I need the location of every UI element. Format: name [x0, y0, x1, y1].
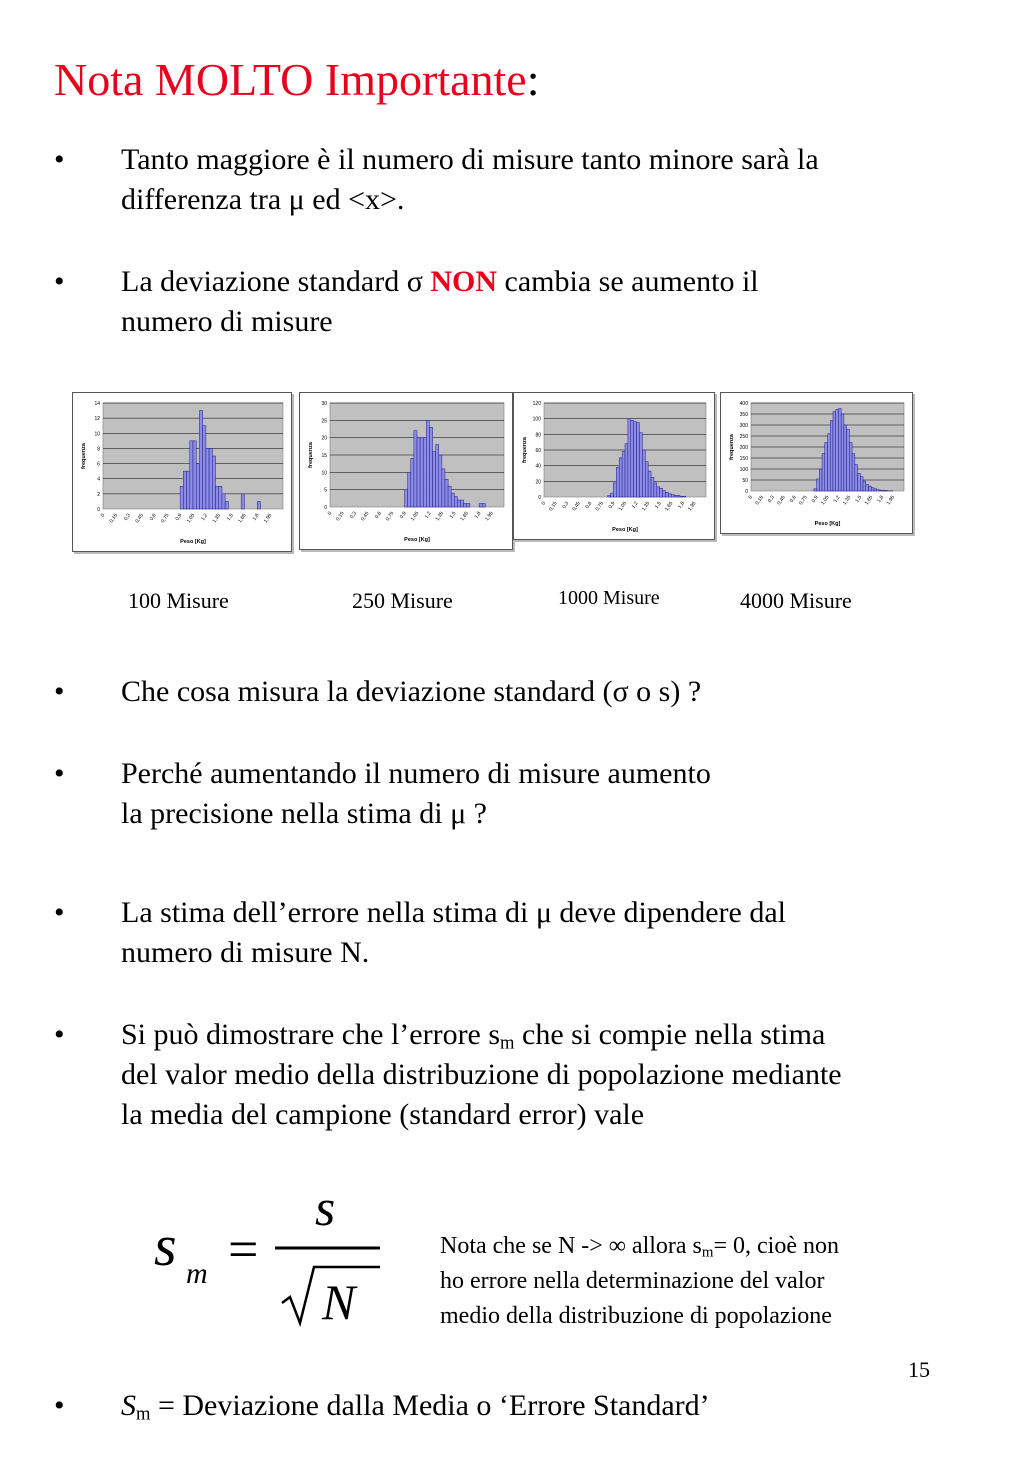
histogram-bar: [426, 420, 429, 507]
y-axis-label: frequenza: [81, 443, 87, 469]
histogram-bar: [616, 467, 619, 497]
histogram-bar: [225, 501, 228, 509]
x-tick-label: 1,35: [841, 494, 853, 507]
x-tick-label: 0,75: [160, 512, 171, 525]
y-tick-label: 14: [94, 401, 100, 407]
x-tick-label: 0,3: [349, 510, 359, 520]
x-tick-label: 1,8: [677, 500, 686, 510]
x-tick-label: 0,15: [108, 512, 120, 525]
bullet-6-line-3: la media del campione (standard error) vale: [121, 1098, 645, 1131]
histogram-bar: [852, 454, 855, 491]
slide-title: Nota MOLTO Importante:: [54, 54, 540, 105]
y-tick-label: 200: [739, 445, 748, 451]
histogram-bar: [817, 479, 820, 491]
x-tick-label: 1,65: [237, 512, 248, 525]
bullet-6-line-1: [121, 1015, 825, 1055]
x-tick-label: 0,9: [810, 494, 820, 504]
x-tick-label: 1,2: [630, 500, 640, 510]
x-tick-label: 0,15: [335, 510, 346, 523]
x-tick-label: 1,8: [876, 494, 886, 504]
histogram-bar: [414, 431, 417, 507]
y-tick-label: 400: [739, 401, 748, 407]
bullet-4-line-2: la precisione nella stima di μ ?: [121, 797, 487, 830]
bullet-marker: •: [54, 143, 65, 176]
histogram-bar: [203, 426, 206, 509]
histogram-bar: [219, 486, 222, 509]
histogram-bar: [671, 495, 674, 497]
y-tick-label: 250: [739, 434, 748, 440]
x-tick-label: 0,75: [798, 494, 809, 507]
histogram-bar: [454, 497, 457, 507]
y-tick-label: 150: [739, 456, 748, 462]
x-tick-label: 0: [540, 500, 548, 507]
x-tick-label: 0,45: [134, 512, 145, 525]
y-axis-label: frequenza: [522, 437, 528, 463]
y-tick-label: 12: [94, 416, 100, 423]
histogram-bar: [680, 496, 683, 497]
histogram-250-misure: [299, 392, 513, 550]
histogram-bar: [405, 490, 408, 507]
x-tick-label: 0,6: [374, 510, 383, 520]
x-tick-label: 1,95: [687, 500, 698, 513]
histogram-bar: [608, 495, 611, 497]
formula-numerator: s: [315, 1185, 336, 1237]
page-number: 15: [908, 1357, 930, 1382]
y-tick-label: 40: [535, 463, 541, 470]
y-tick-label: 20: [321, 435, 327, 442]
x-tick-label: 0,75: [594, 500, 605, 513]
x-tick-label: 0,45: [571, 500, 582, 513]
histogram-bar: [877, 490, 880, 491]
x-axis-label: Peso [Kg]: [404, 537, 430, 543]
x-tick-label: 1,35: [640, 500, 652, 513]
histogram-bar: [199, 411, 202, 509]
histogram-bar: [639, 433, 642, 497]
x-tick-label: 1,8: [473, 510, 483, 520]
bullet-marker: •: [54, 1389, 65, 1422]
bullet-2-emphasis: NON: [430, 265, 498, 298]
formula-equals: =: [228, 1219, 259, 1279]
y-tick-label: 80: [535, 432, 541, 439]
y-tick-label: 30: [321, 401, 327, 407]
x-tick-label: 1,95: [262, 512, 274, 525]
x-tick-label: 1,95: [885, 494, 897, 507]
histogram-bar: [654, 483, 657, 497]
histogram-bar: [844, 425, 847, 491]
histogram-bar: [183, 471, 186, 509]
histogram-bar: [648, 471, 651, 497]
x-tick-label: 0,9: [174, 512, 184, 522]
y-axis-label: frequenza: [729, 434, 735, 460]
histogram-bar: [674, 495, 677, 497]
bullet-6-subscript: m: [500, 1032, 515, 1054]
histogram-bar: [855, 465, 858, 491]
histogram-100-misure: [72, 392, 292, 552]
bullet-4-line-1: Perché aumentando il numero di misure aumento: [121, 757, 711, 790]
x-tick-label: 1,05: [820, 494, 831, 507]
histogram-bar: [611, 493, 614, 497]
x-tick-label: 1,05: [185, 512, 197, 525]
histogram-bar: [193, 441, 196, 509]
x-tick-label: 1,65: [863, 494, 875, 507]
bullet-marker: •: [54, 896, 65, 929]
caption-100-misure: 100 Misure: [128, 588, 229, 613]
histogram-bar: [222, 494, 225, 509]
histogram-bar: [625, 444, 628, 497]
histogram-bar: [828, 434, 831, 491]
x-tick-label: 1,05: [409, 510, 421, 523]
histogram-bar: [622, 452, 625, 497]
bullet-2-line-2: numero di misure: [121, 305, 333, 338]
histogram-bar: [822, 454, 825, 491]
histogram-bar: [849, 443, 852, 491]
x-tick-label: 1,2: [200, 512, 210, 522]
histogram-bar: [838, 409, 841, 492]
x-axis-label: Peso [Kg]: [814, 521, 841, 527]
bullet-1-line-1: Tanto maggiore è il numero di misure tanto minore sarà la: [121, 143, 819, 176]
histogram-bar: [464, 504, 467, 507]
bullet-2-line-1: [121, 262, 759, 302]
note-line-1: [440, 1229, 839, 1264]
histogram-bar: [461, 500, 464, 507]
x-tick-label: 1,35: [434, 510, 446, 523]
histogram-bar: [196, 464, 199, 509]
bullet-7-text: = Deviazione dalla Media o ‘Errore Standard’: [150, 1389, 710, 1422]
x-tick-label: 0,3: [123, 512, 132, 522]
y-axis-label: frequenza: [308, 442, 314, 468]
histogram-bar: [847, 429, 850, 491]
y-tick-label: 0: [324, 505, 327, 511]
histogram-bar: [868, 486, 871, 491]
histogram-bar: [631, 420, 634, 497]
histogram-bar: [668, 494, 671, 497]
x-tick-label: 0,3: [766, 494, 776, 504]
x-tick-label: 1,65: [663, 500, 675, 513]
bullet-2-text-pre: La deviazione standard σ: [121, 265, 431, 298]
histogram-bar: [257, 501, 260, 509]
x-tick-label: 1,5: [653, 500, 663, 510]
y-tick-label: 0: [538, 495, 541, 501]
x-tick-label: 0,15: [754, 494, 765, 507]
x-tick-label: 1,5: [448, 510, 458, 520]
histogram-bar: [666, 492, 669, 497]
x-tick-label: 0,6: [148, 512, 158, 522]
y-tick-label: 100: [739, 467, 748, 473]
bullet-6-text-pre: Si può dimostrare che l’errore s: [121, 1018, 501, 1051]
histogram-bar: [830, 421, 833, 491]
x-tick-label: 0,6: [584, 500, 594, 510]
y-tick-label: 5: [324, 487, 327, 494]
histogram-bar: [190, 441, 193, 509]
y-tick-label: 0: [745, 489, 748, 495]
note-line-1-pre: Nota che se N -> ∞ allora s: [440, 1233, 702, 1259]
histogram-bar: [657, 487, 660, 497]
x-tick-label: 1,5: [854, 494, 864, 504]
histogram-bar: [212, 456, 215, 509]
formula-denominator: N: [322, 1274, 356, 1330]
histogram-bar: [613, 483, 616, 497]
y-tick-label: 20: [535, 479, 541, 486]
x-tick-label: 1,8: [251, 512, 261, 522]
bullet-5-line-1: La stima dell’errore nella stima di μ deve dipendere dal: [121, 896, 786, 929]
x-tick-label: 1,2: [832, 494, 842, 504]
histogram-bar: [819, 469, 822, 491]
histogram-bar: [206, 448, 209, 509]
histogram-bar: [860, 477, 863, 491]
histogram-bar: [651, 477, 654, 497]
histogram-bar: [433, 452, 436, 507]
histogram-bar: [882, 490, 885, 491]
histogram-bar: [411, 458, 414, 507]
y-tick-label: 350: [739, 412, 748, 418]
x-tick-label: 0: [747, 494, 755, 501]
histogram-bar: [825, 443, 828, 491]
y-tick-label: 8: [97, 446, 100, 453]
histogram-bar: [858, 473, 861, 491]
note-subscript: m: [701, 1244, 714, 1261]
x-tick-label: 1,05: [617, 500, 629, 513]
note-line-2: ho errore nella determinazione del valor: [440, 1268, 825, 1294]
standard-error-formula: [150, 1185, 400, 1345]
histogram-bar: [482, 504, 485, 507]
histogram-bar: [423, 438, 426, 507]
histogram-bar: [216, 486, 219, 509]
histogram-bar: [628, 419, 631, 497]
x-tick-label: 0,45: [776, 494, 787, 507]
bullet-2-text-post: cambia se aumento il: [497, 265, 759, 298]
bullet-1-line-2: differenza tra μ ed <x>.: [121, 183, 405, 216]
bullet-7-line-1: [121, 1386, 710, 1426]
histogram-bar: [417, 438, 420, 507]
formula-lhs: s: [154, 1213, 177, 1278]
histogram-1000-misure: [513, 392, 715, 540]
note-line-1-post: = 0, cioè non: [713, 1233, 839, 1259]
y-tick-label: 10: [94, 431, 100, 438]
x-axis-label: Peso [Kg]: [180, 539, 206, 545]
note-line-3: medio della distribuzione di popolazione: [440, 1303, 832, 1329]
histogram-bar: [814, 489, 817, 491]
y-tick-label: 100: [532, 416, 541, 423]
y-tick-label: 4: [97, 476, 100, 483]
histogram-bar: [863, 481, 866, 491]
histogram-bar: [634, 422, 637, 497]
histogram-bar: [408, 472, 411, 507]
y-tick-label: 25: [321, 418, 327, 425]
bullet-marker: •: [54, 675, 65, 708]
caption-250-misure: 250 Misure: [352, 588, 453, 613]
note-text: [440, 1229, 839, 1334]
histogram-bar: [180, 486, 183, 509]
bullet-3-line-1: Che cosa misura la deviazione standard (σ o s) ?: [121, 675, 702, 708]
histogram-bar: [836, 410, 839, 491]
y-tick-label: 10: [321, 470, 327, 477]
x-tick-label: 1,95: [484, 510, 495, 523]
bullet-5-line-2: numero di misure N.: [121, 936, 370, 969]
histogram-bar: [439, 455, 442, 507]
histogram-bar: [677, 495, 680, 497]
bullet-6-text-post: che si compie nella stima: [514, 1018, 826, 1051]
histogram-bar: [833, 412, 836, 491]
histogram-bar: [619, 458, 622, 497]
histogram-bar: [645, 462, 648, 497]
bullet-marker: •: [54, 757, 65, 790]
histogram-bar: [866, 484, 869, 491]
x-axis-label: Peso [Kg]: [612, 527, 638, 533]
x-tick-label: 0,45: [359, 510, 371, 523]
histogram-bar: [187, 471, 190, 509]
y-tick-label: 2: [97, 491, 100, 498]
histogram-bar: [642, 450, 645, 497]
histogram-bar: [683, 496, 686, 497]
y-tick-label: 50: [742, 478, 748, 484]
x-tick-label: 1,2: [423, 510, 433, 520]
x-tick-label: 1,35: [211, 512, 222, 525]
x-tick-label: 1,5: [225, 512, 235, 522]
histogram-bar: [457, 500, 460, 507]
histogram-bar: [841, 414, 844, 491]
x-tick-label: 0,9: [607, 500, 617, 510]
histogram-bar: [451, 493, 454, 507]
histogram-bar: [871, 488, 874, 491]
x-tick-label: 0,9: [398, 510, 408, 520]
histogram-bar: [874, 489, 877, 491]
x-tick-label: 0: [99, 512, 107, 519]
histogram-bar: [879, 490, 882, 491]
histogram-bar: [241, 494, 244, 509]
y-tick-label: 6: [97, 461, 100, 468]
histogram-bar: [660, 488, 663, 497]
histogram-bar: [448, 486, 451, 507]
histogram-bar: [209, 448, 212, 509]
x-tick-label: 0,3: [561, 500, 571, 510]
histogram-bar: [445, 479, 448, 507]
y-tick-label: 15: [321, 453, 327, 459]
caption-1000-misure: 1000 Misure: [558, 587, 660, 609]
x-tick-label: 0,75: [384, 510, 396, 523]
histogram-bar: [436, 445, 439, 507]
histogram-4000-misure: [720, 392, 913, 534]
histogram-bar: [429, 427, 432, 507]
caption-4000-misure: 4000 Misure: [740, 588, 852, 613]
histogram-bar: [420, 438, 423, 507]
bullet-7-subscript: m: [136, 1403, 151, 1425]
histogram-bar: [637, 423, 640, 497]
histogram-bar: [467, 504, 470, 507]
x-tick-label: 0: [326, 510, 334, 517]
bullet-marker: •: [54, 265, 65, 298]
bullet-6-line-2: del valor medio della distribuzione di popolazione mediante: [121, 1058, 842, 1091]
x-tick-label: 0,15: [548, 500, 559, 513]
y-tick-label: 120: [532, 401, 541, 407]
x-tick-label: 1,65: [459, 510, 470, 523]
y-tick-label: 0: [97, 507, 100, 513]
y-tick-label: 300: [739, 423, 748, 429]
bullet-marker: •: [54, 1018, 65, 1051]
bullet-7-symbol: S: [121, 1389, 136, 1422]
histogram-bar: [442, 469, 445, 507]
x-tick-label: 0,6: [788, 494, 798, 504]
histogram-bar: [479, 504, 482, 507]
y-tick-label: 60: [535, 448, 541, 454]
formula-lhs-subscript: m: [186, 1257, 208, 1290]
histogram-bar: [663, 491, 666, 497]
